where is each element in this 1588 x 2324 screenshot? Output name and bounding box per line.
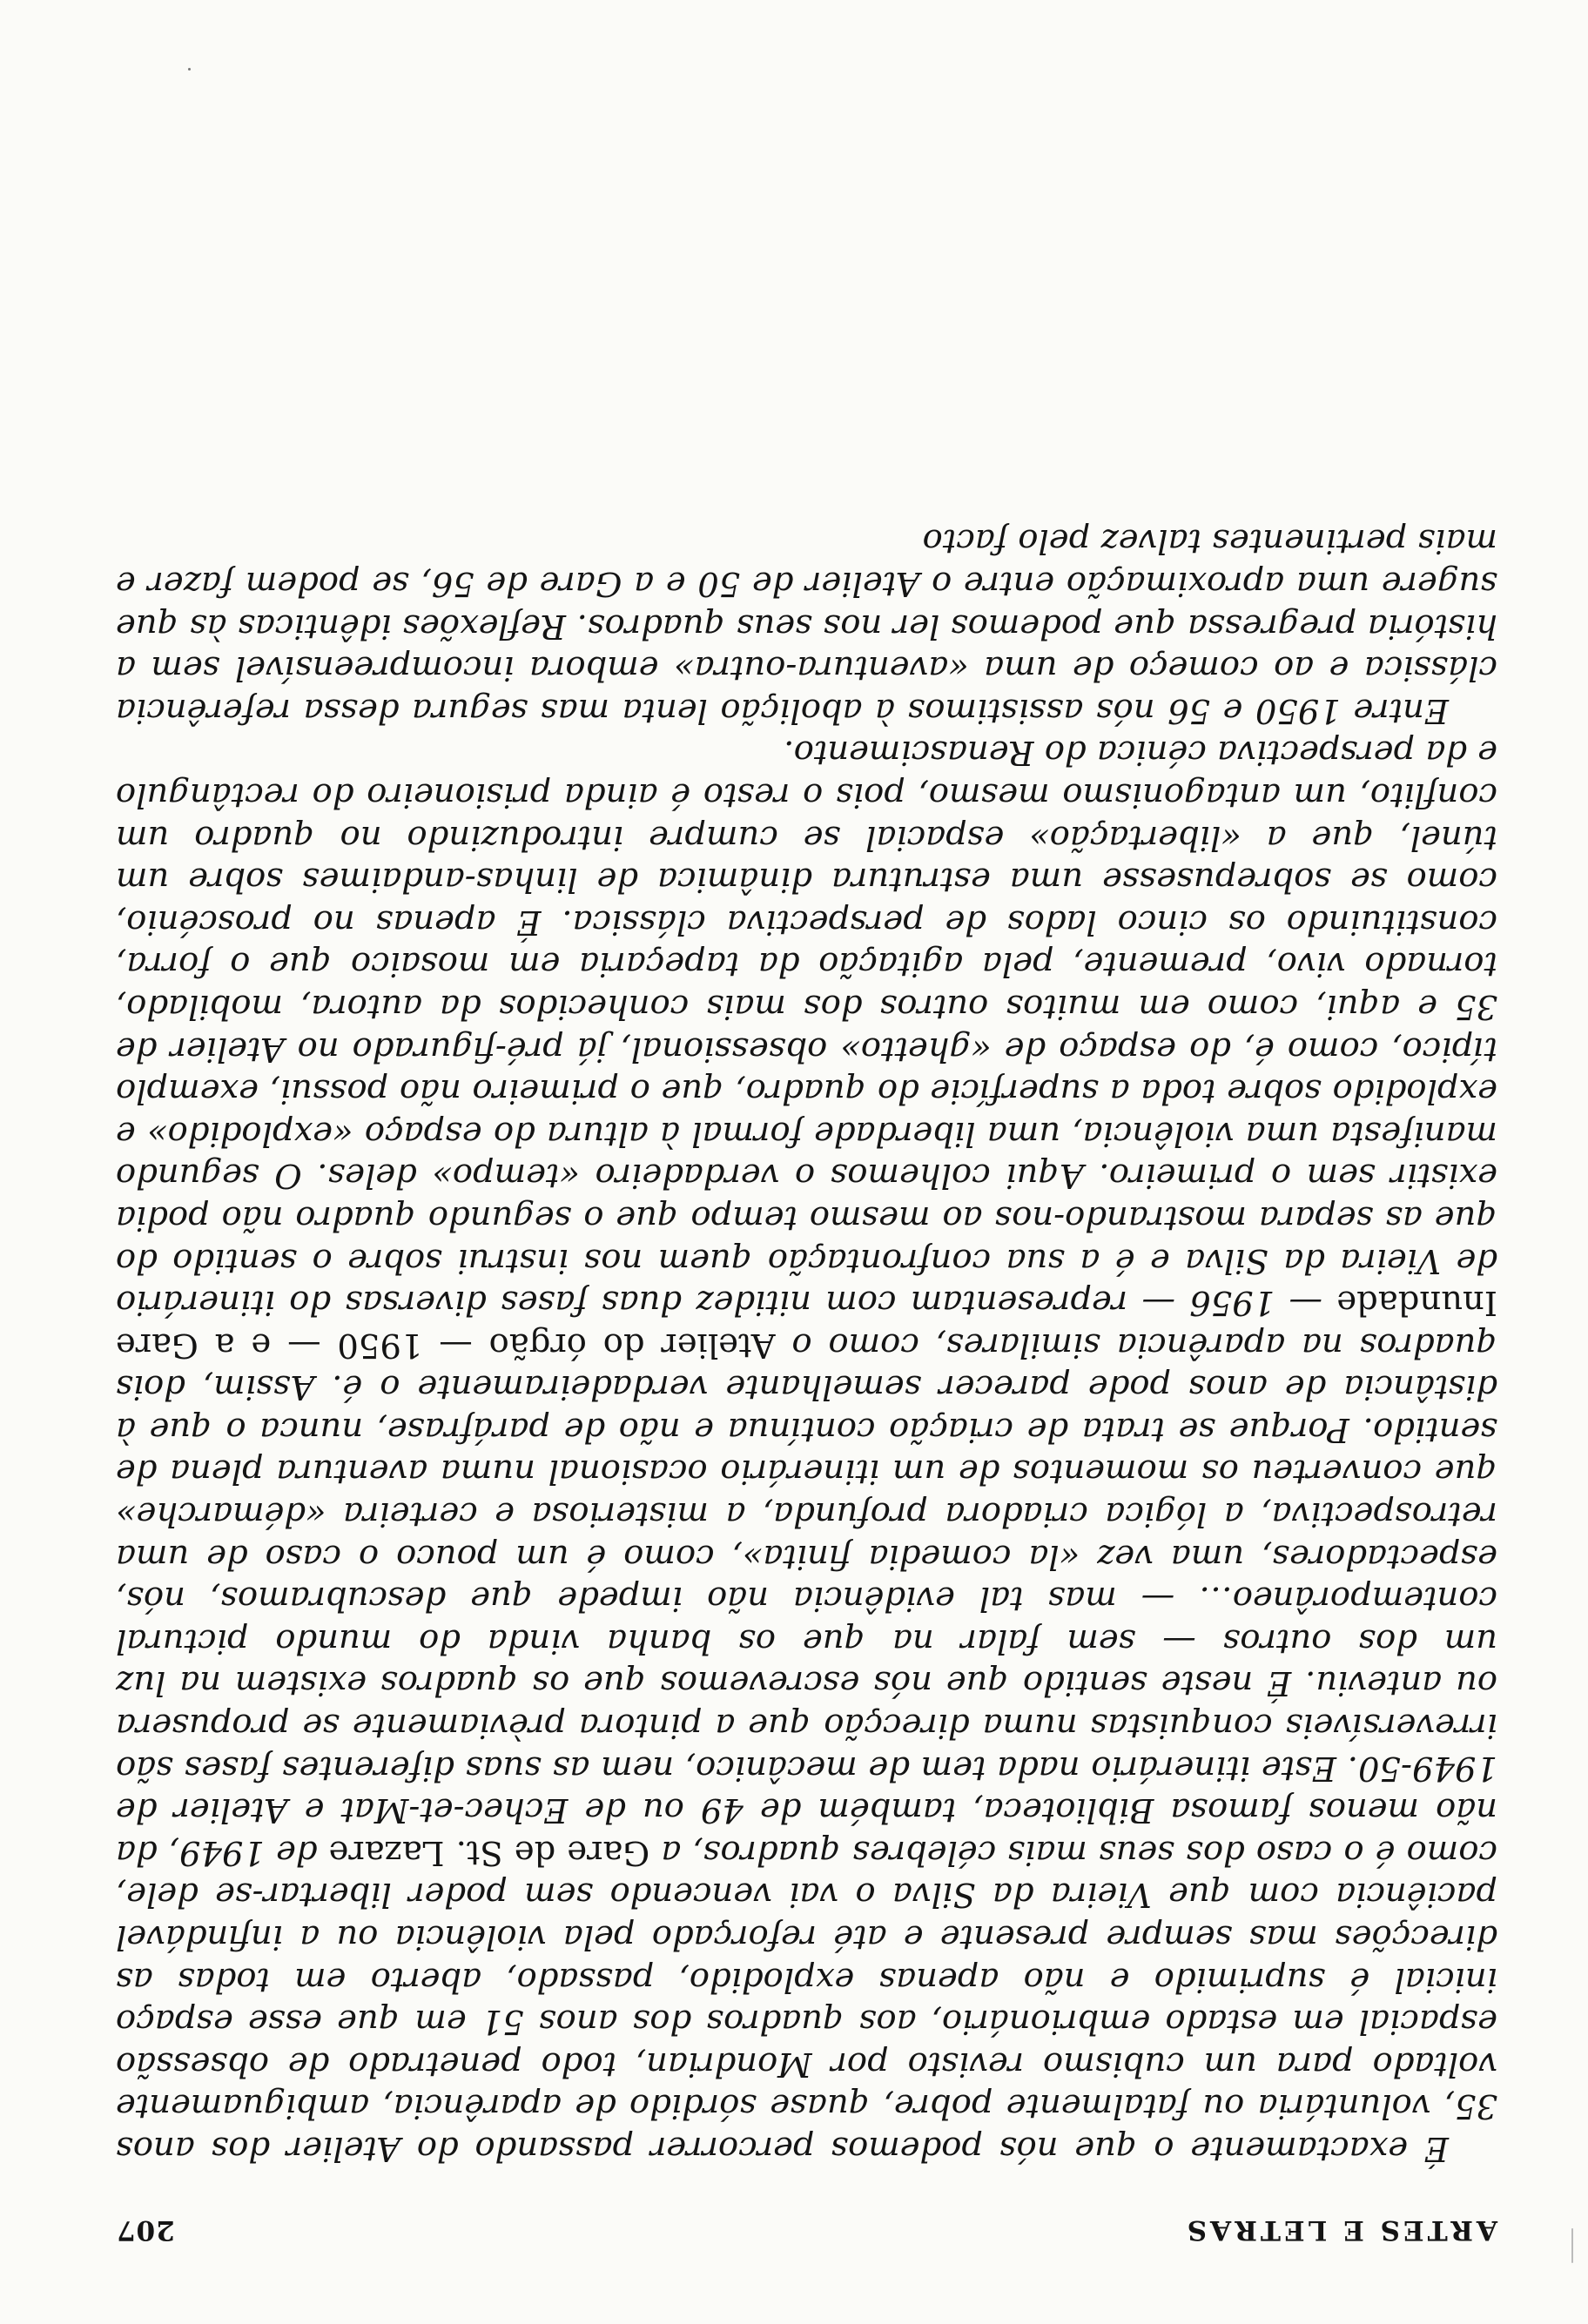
scan-speck xyxy=(1571,2228,1573,2263)
page-body xyxy=(116,520,1497,2169)
text-run-roman: Atelier do órgão — 1950 — e a Gare Inundade xyxy=(115,1283,1497,1365)
page-number: 207 xyxy=(116,2214,175,2246)
text-run: — 1956 — representam com nitidez duas fases diversas do itinerário de Vieira da Silva e é a sua confrontação quem nos instrui sobre o sentido do que as separa mostrando-nos ao mesmo tempo que o segundo quadro não podia existir sem o primeiro. Aqui colhemos o verdadeiro «tempo» deles. O segundo manifesta uma violência, uma liberdade formal à altura do espaço «explodido» e explodido sobre toda a superfície do quadro, que o primeiro não possui, exemplo típico, como é, do espaço de «ghetto» obsessional, já pré-figurado no Atelier de 35 e aqui, como em muitos outros dos mais conhecidos da autora, mobilado, tornado vivo, premente, pela agitação da tapeçaria em mosaico que o forra, constituindo os cinco lados de perspectiva clássica. É apenas no proscénio, como se sobrepusesse uma estrutura dinâmica de linhas-andaimes sobre um túnel, que a «libertação» espacial se cumpre introduzindo no quadro um conflito, um antagonismo mesmo, pois o resto é ainda prisioneiro do rectângulo e da perspectiva cénica do Renascimento. xyxy=(116,733,1497,1323)
text-run: Entre 1950 e 56 nós assistimos à abolição lenta mas segura dessa referência clássica e ao começo de uma «aventura-outra» embora incompreensível sem a história pregressa que podemos ler nos seus quadros. Reflexões idênticas às que sugere uma aproximação entre o Atelier de 50 e a Gare de 56, se podem fazer e mais pertinentes talvez pelo facto xyxy=(116,521,1497,730)
text-run-roman: Gare de St. Lazare xyxy=(328,1832,650,1872)
text-run: É exactamente o que nós podemos percorrer passando do Atelier dos anos 35, voluntária ou fatalmente pobre, quase sórdido de aparência, ambiguamente voltado para um cubismo revisto por Mondrian, todo penetrado de obsessão espacial em estado embrionário, aos quadros dos anos 51 em que esse espaço inicial é suprimido e não apenas explodido, passado, aberto em todas as direcções mas sempre presente e até reforçado pela violência ou a infindável paciência com que Vieira da Silva o vai vencendo sem poder libertar-se dele, como é o caso dos seus mais célebres quadros, a xyxy=(116,1832,1497,2168)
running-title: ARTES E LETRAS xyxy=(1183,2214,1497,2246)
text-run: de 1949, da não menos famosa Biblioteca, também de 49 ou de Echec-et-Mat e Atelier de 1949-50. Este itinerário nada tem de mecânico, nem as suas diferentes fases são irreversíveis conquistas numa direcção que a pintora prèviamente se propusera ou anteviu. É neste sentido que nós escrevemos que os quadros existem na luz um dos outros — sem falar na que os banha vinda do mundo pictural contemporâneo… — mas tal evidência não impede que descubramos, nós, espectadores, uma vez «la comedia finita», como é um pouco o caso de uma retrospectiva, a lógica criadora profunda, a misteriosa e certeira «démarche» que converteu os momentos de um itinerário ocasional numa aventura plena de sentido. Porque se trata de criação contínua e não de paráfrase, nunca o que à distância de anos pode parecer semelhante verdadeiramente o é. Assim, dois quadros na aparência similares, como o xyxy=(116,1325,1497,1872)
paragraph xyxy=(116,520,1497,731)
scan-speck xyxy=(188,68,191,71)
paragraph xyxy=(116,731,1497,2169)
